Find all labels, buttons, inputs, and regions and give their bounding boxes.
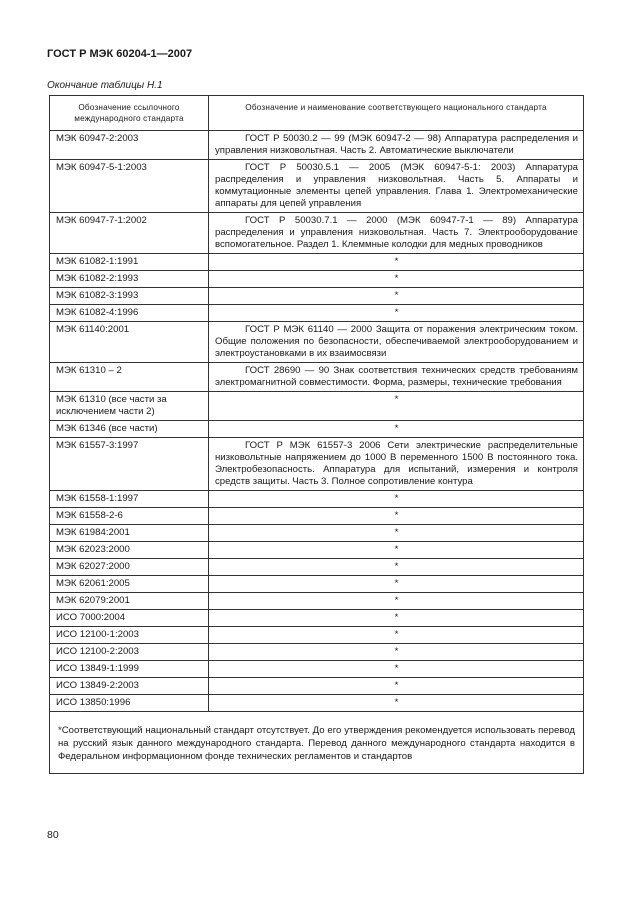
table-row <box>50 525 584 542</box>
no-national-standard-marker: * <box>209 576 584 593</box>
table-row <box>50 508 584 525</box>
no-national-standard-marker: * <box>209 421 584 438</box>
no-national-standard-marker: * <box>209 525 584 542</box>
table-row <box>50 678 584 695</box>
international-standard-code: МЭК 61346 (все части) <box>50 421 209 438</box>
no-national-standard-marker: * <box>209 508 584 525</box>
table-row <box>50 661 584 678</box>
international-standard-code: ИСО 13849-2:2003 <box>50 678 209 695</box>
no-national-standard-marker: * <box>209 661 584 678</box>
no-national-standard-marker: * <box>209 288 584 305</box>
table-header-row <box>50 96 584 131</box>
international-standard-code: ИСО 13849-1:1999 <box>50 661 209 678</box>
table-footnote: *Соответствующий национальный стандарт отсутствует. До его утверждения рекомендуется использовать перевод на русский язык данного международного стандарта. Перевод данного международного стандарта находится в Федеральном информационном фонде технических регламентов и стандартов <box>50 712 584 774</box>
no-national-standard-marker: * <box>209 644 584 661</box>
international-standard-code: МЭК 60947-2:2003 <box>50 131 209 160</box>
international-standard-code: МЭК 62023:2000 <box>50 542 209 559</box>
page-number: 80 <box>47 829 59 841</box>
table-row <box>50 271 584 288</box>
national-standard-description: ГОСТ Р 50030.2 — 99 (МЭК 60947-2 — 98) Аппаратура распределения и управления низковольтная. Часть 2. Автоматические выключатели <box>209 131 584 160</box>
international-standard-code: МЭК 60947-5-1:2003 <box>50 160 209 213</box>
no-national-standard-marker: * <box>209 392 584 421</box>
international-standard-code: МЭК 61082-4:1996 <box>50 305 209 322</box>
no-national-standard-marker: * <box>209 254 584 271</box>
table-row <box>50 644 584 661</box>
international-standard-code: МЭК 61140:2001 <box>50 322 209 363</box>
international-standard-code: МЭК 62027:2000 <box>50 559 209 576</box>
document-header: ГОСТ Р МЭК 60204-1—2007 <box>47 48 193 60</box>
column-header-international: Обозначение ссылочного международного стандарта <box>50 96 209 131</box>
international-standard-code: ИСО 12100-1:2003 <box>50 627 209 644</box>
footnote-row <box>50 712 584 774</box>
standards-table <box>49 95 584 774</box>
table-row <box>50 288 584 305</box>
international-standard-code: ИСО 12100-2:2003 <box>50 644 209 661</box>
table-row <box>50 305 584 322</box>
table-row <box>50 421 584 438</box>
table-row <box>50 438 584 491</box>
international-standard-code: МЭК 61082-2:1993 <box>50 271 209 288</box>
table-row <box>50 542 584 559</box>
table-row <box>50 627 584 644</box>
no-national-standard-marker: * <box>209 695 584 712</box>
international-standard-code: МЭК 61558-2-6 <box>50 508 209 525</box>
table-row <box>50 491 584 508</box>
international-standard-code: МЭК 62061:2005 <box>50 576 209 593</box>
international-standard-code: ИСО 7000:2004 <box>50 610 209 627</box>
table-row <box>50 131 584 160</box>
no-national-standard-marker: * <box>209 559 584 576</box>
international-standard-code: ИСО 13850:1996 <box>50 695 209 712</box>
no-national-standard-marker: * <box>209 627 584 644</box>
national-standard-description: ГОСТ Р МЭК 61557-3 2006 Сети электрические распределительные низковольтные напряжением до 1000 В переменного 1500 В постоянного тока. Электробезопасность. Аппаратура для испытаний, измерения и контроля средств защиты. Часть 3. Полное сопротивление контура <box>209 438 584 491</box>
no-national-standard-marker: * <box>209 271 584 288</box>
no-national-standard-marker: * <box>209 491 584 508</box>
international-standard-code: МЭК 61310 – 2 <box>50 363 209 392</box>
table-row <box>50 559 584 576</box>
international-standard-code: МЭК 61082-3:1993 <box>50 288 209 305</box>
international-standard-code: МЭК 61082-1:1991 <box>50 254 209 271</box>
international-standard-code: МЭК 61558-1:1997 <box>50 491 209 508</box>
international-standard-code: МЭК 61310 (все части за исключением части 2) <box>50 392 209 421</box>
table-row <box>50 695 584 712</box>
no-national-standard-marker: * <box>209 593 584 610</box>
table-row <box>50 322 584 363</box>
international-standard-code: МЭК 62079:2001 <box>50 593 209 610</box>
table-row <box>50 363 584 392</box>
table-row <box>50 160 584 213</box>
column-header-national: Обозначение и наименование соответствующего национального стандарта <box>209 96 584 131</box>
table-row <box>50 213 584 254</box>
table-row <box>50 254 584 271</box>
international-standard-code: МЭК 60947-7-1:2002 <box>50 213 209 254</box>
international-standard-code: МЭК 61557-3:1997 <box>50 438 209 491</box>
national-standard-description: ГОСТ Р МЭК 61140 — 2000 Защита от поражения электрическим током. Общие положения по безопасности, обеспечиваемой электрооборудованием и электроустановками в их взаимосвязи <box>209 322 584 363</box>
no-national-standard-marker: * <box>209 610 584 627</box>
international-standard-code: МЭК 61984:2001 <box>50 525 209 542</box>
national-standard-description: ГОСТ 28690 — 90 Знак соответствия технических средств требованиям электромагнитной совместимости. Форма, размеры, технические требования <box>209 363 584 392</box>
no-national-standard-marker: * <box>209 305 584 322</box>
table-row <box>50 392 584 421</box>
no-national-standard-marker: * <box>209 542 584 559</box>
table-row <box>50 576 584 593</box>
table-caption: Окончание таблицы Н.1 <box>47 80 163 91</box>
table-row <box>50 593 584 610</box>
no-national-standard-marker: * <box>209 678 584 695</box>
national-standard-description: ГОСТ Р 50030.7.1 — 2000 (МЭК 60947-7-1 — 89) Аппаратура распределения и управления низковольтная. Часть 7. Электрооборудование вспомогательное. Раздел 1. Клеммные колодки для медных проводников <box>209 213 584 254</box>
national-standard-description: ГОСТ Р 50030.5.1 — 2005 (МЭК 60947-5-1: 2003) Аппаратура распределения и управления низковольтная. Часть 5. Аппараты и коммутационные элементы цепей управления. Глава 1. Электромеханические аппараты для цепей управления <box>209 160 584 213</box>
table-row <box>50 610 584 627</box>
table-body <box>50 131 584 712</box>
